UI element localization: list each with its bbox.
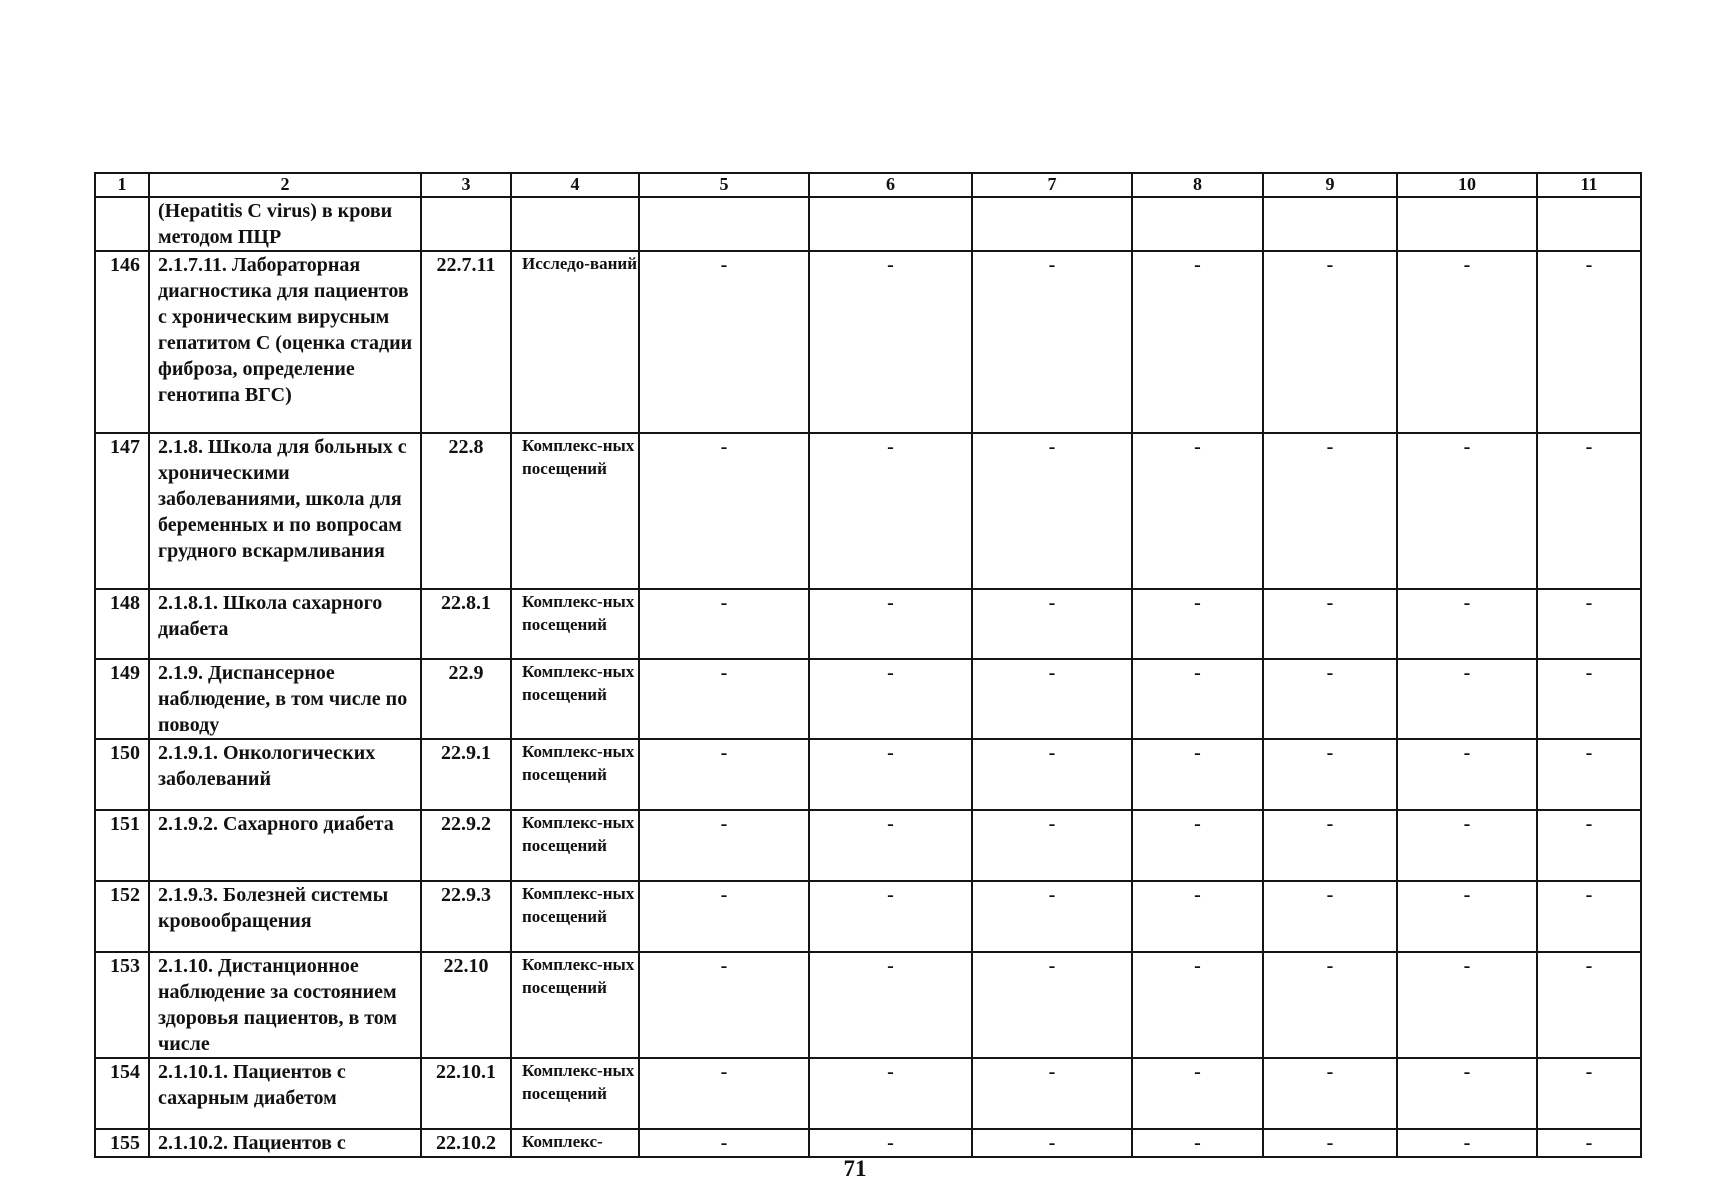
- value-cell-col-6: -: [809, 881, 972, 952]
- value-cell-col-7: -: [972, 881, 1132, 952]
- value-cell-col-7: -: [972, 810, 1132, 881]
- value-cell-col-8: -: [1132, 659, 1263, 739]
- value-cell-col-10: -: [1397, 810, 1537, 881]
- value-cell-col-5: -: [639, 589, 809, 659]
- value-cell-col-7: -: [972, 251, 1132, 433]
- table-row: [95, 197, 1641, 251]
- row-name-cell: 2.1.10.1. Пациентов с сахарным диабетом: [149, 1058, 421, 1129]
- row-code-cell: 22.9.1: [421, 739, 511, 810]
- row-number-cell: [95, 197, 149, 251]
- value-cell-col-11: -: [1537, 1058, 1641, 1129]
- row-number-cell: 153: [95, 952, 149, 1058]
- value-cell-col-9: -: [1263, 810, 1397, 881]
- row-name-cell: 2.1.9. Диспансерное наблюдение, в том числе по поводу: [149, 659, 421, 739]
- value-cell-col-10: -: [1397, 589, 1537, 659]
- value-cell-col-8: -: [1132, 739, 1263, 810]
- row-code-cell: 22.10: [421, 952, 511, 1058]
- row-number-cell: 152: [95, 881, 149, 952]
- row-number-cell: 148: [95, 589, 149, 659]
- row-code-cell: 22.9.3: [421, 881, 511, 952]
- value-cell-col-7: -: [972, 1129, 1132, 1157]
- row-code-cell: 22.8.1: [421, 589, 511, 659]
- row-name-cell: 2.1.10.2. Пациентов с: [149, 1129, 421, 1157]
- table-row: [95, 952, 1641, 1058]
- value-cell-col-5: -: [639, 810, 809, 881]
- column-header-5: 5: [639, 173, 809, 197]
- value-cell-col-6: -: [809, 589, 972, 659]
- value-cell-col-6: -: [809, 659, 972, 739]
- table-row: [95, 810, 1641, 881]
- value-cell-col-9: -: [1263, 589, 1397, 659]
- value-cell-col-10: -: [1397, 739, 1537, 810]
- value-cell-col-6: [809, 197, 972, 251]
- value-cell-col-9: [1263, 197, 1397, 251]
- value-cell-col-11: -: [1537, 881, 1641, 952]
- value-cell-col-9: -: [1263, 1058, 1397, 1129]
- value-cell-col-7: -: [972, 659, 1132, 739]
- value-cell-col-5: -: [639, 739, 809, 810]
- value-cell-col-7: -: [972, 739, 1132, 810]
- row-name-cell: 2.1.7.11. Лабораторная диагностика для пациентов с хроническим вирусным гепатитом С (оценка стадии фиброза, определение генотипа ВГС): [149, 251, 421, 433]
- page-number: 71: [843, 1156, 867, 1181]
- document-table: [94, 172, 1642, 1158]
- value-cell-col-5: -: [639, 251, 809, 433]
- value-cell-col-10: -: [1397, 1058, 1537, 1129]
- row-name-cell: 2.1.8. Школа для больных с хроническими заболеваниями, школа для беременных и по вопросам грудного вскармливания: [149, 433, 421, 589]
- value-cell-col-5: -: [639, 433, 809, 589]
- value-cell-col-6: -: [809, 433, 972, 589]
- value-cell-col-6: -: [809, 952, 972, 1058]
- value-cell-col-5: -: [639, 659, 809, 739]
- column-header-1: 1: [95, 173, 149, 197]
- row-unit-cell: Комплекс-ных посещений: [511, 810, 639, 881]
- row-number-cell: 154: [95, 1058, 149, 1129]
- value-cell-col-5: -: [639, 1058, 809, 1129]
- value-cell-col-9: -: [1263, 659, 1397, 739]
- value-cell-col-9: -: [1263, 952, 1397, 1058]
- value-cell-col-8: -: [1132, 1058, 1263, 1129]
- column-number-row: [95, 173, 1641, 197]
- value-cell-col-8: -: [1132, 881, 1263, 952]
- value-cell-col-7: [972, 197, 1132, 251]
- value-cell-col-11: -: [1537, 1129, 1641, 1157]
- value-cell-col-7: -: [972, 1058, 1132, 1129]
- value-cell-col-8: -: [1132, 589, 1263, 659]
- value-cell-col-11: [1537, 197, 1641, 251]
- row-name-cell: (Hepatitis C virus) в крови методом ПЦР: [149, 197, 421, 251]
- table-row: [95, 659, 1641, 739]
- value-cell-col-5: -: [639, 952, 809, 1058]
- value-cell-col-9: -: [1263, 881, 1397, 952]
- table-row: [95, 1129, 1641, 1157]
- row-unit-cell: Комплекс-ных посещений: [511, 433, 639, 589]
- value-cell-col-5: -: [639, 881, 809, 952]
- row-number-cell: 146: [95, 251, 149, 433]
- row-unit-cell: Комплекс-: [511, 1129, 639, 1157]
- row-code-cell: 22.10.1: [421, 1058, 511, 1129]
- row-number-cell: 147: [95, 433, 149, 589]
- value-cell-col-5: [639, 197, 809, 251]
- value-cell-col-8: -: [1132, 952, 1263, 1058]
- column-header-7: 7: [972, 173, 1132, 197]
- column-header-6: 6: [809, 173, 972, 197]
- column-header-4: 4: [511, 173, 639, 197]
- column-header-11: 11: [1537, 173, 1641, 197]
- row-unit-cell: Комплекс-ных посещений: [511, 1058, 639, 1129]
- row-number-cell: 150: [95, 739, 149, 810]
- value-cell-col-7: -: [972, 952, 1132, 1058]
- row-name-cell: 2.1.9.3. Болезней системы кровообращения: [149, 881, 421, 952]
- value-cell-col-11: -: [1537, 810, 1641, 881]
- row-code-cell: 22.7.11: [421, 251, 511, 433]
- value-cell-col-11: -: [1537, 739, 1641, 810]
- value-cell-col-6: -: [809, 739, 972, 810]
- value-cell-col-9: -: [1263, 1129, 1397, 1157]
- value-cell-col-11: -: [1537, 659, 1641, 739]
- table-row: [95, 739, 1641, 810]
- table-row: [95, 433, 1641, 589]
- table-row: [95, 1058, 1641, 1129]
- value-cell-col-6: -: [809, 251, 972, 433]
- value-cell-col-7: -: [972, 433, 1132, 589]
- value-cell-col-10: -: [1397, 952, 1537, 1058]
- value-cell-col-8: -: [1132, 1129, 1263, 1157]
- row-number-cell: 151: [95, 810, 149, 881]
- row-name-cell: 2.1.8.1. Школа сахарного диабета: [149, 589, 421, 659]
- row-unit-cell: Комплекс-ных посещений: [511, 659, 639, 739]
- row-unit-cell: Комплекс-ных посещений: [511, 952, 639, 1058]
- table-row: [95, 251, 1641, 433]
- row-unit-cell: Исследо-ваний: [511, 251, 639, 433]
- value-cell-col-10: -: [1397, 433, 1537, 589]
- value-cell-col-8: -: [1132, 810, 1263, 881]
- table-row: [95, 589, 1641, 659]
- row-unit-cell: [511, 197, 639, 251]
- column-header-8: 8: [1132, 173, 1263, 197]
- value-cell-col-10: -: [1397, 881, 1537, 952]
- column-header-3: 3: [421, 173, 511, 197]
- column-header-9: 9: [1263, 173, 1397, 197]
- value-cell-col-6: -: [809, 1058, 972, 1129]
- row-name-cell: 2.1.9.2. Сахарного диабета: [149, 810, 421, 881]
- value-cell-col-11: -: [1537, 251, 1641, 433]
- value-cell-col-10: [1397, 197, 1537, 251]
- row-code-cell: 22.9: [421, 659, 511, 739]
- value-cell-col-10: -: [1397, 659, 1537, 739]
- row-code-cell: 22.9.2: [421, 810, 511, 881]
- table-row: [95, 881, 1641, 952]
- row-name-cell: 2.1.10. Дистанционное наблюдение за состоянием здоровья пациентов, в том числе: [149, 952, 421, 1058]
- row-unit-cell: Комплекс-ных посещений: [511, 739, 639, 810]
- value-cell-col-10: -: [1397, 251, 1537, 433]
- row-code-cell: 22.8: [421, 433, 511, 589]
- value-cell-col-6: -: [809, 810, 972, 881]
- value-cell-col-11: -: [1537, 589, 1641, 659]
- row-number-cell: 155: [95, 1129, 149, 1157]
- row-code-cell: [421, 197, 511, 251]
- value-cell-col-8: [1132, 197, 1263, 251]
- row-name-cell: 2.1.9.1. Онкологических заболеваний: [149, 739, 421, 810]
- column-header-2: 2: [149, 173, 421, 197]
- value-cell-col-9: -: [1263, 251, 1397, 433]
- value-cell-col-11: -: [1537, 952, 1641, 1058]
- value-cell-col-5: -: [639, 1129, 809, 1157]
- value-cell-col-11: -: [1537, 433, 1641, 589]
- row-number-cell: 149: [95, 659, 149, 739]
- value-cell-col-7: -: [972, 589, 1132, 659]
- row-code-cell: 22.10.2: [421, 1129, 511, 1157]
- value-cell-col-8: -: [1132, 251, 1263, 433]
- value-cell-col-10: -: [1397, 1129, 1537, 1157]
- value-cell-col-9: -: [1263, 433, 1397, 589]
- value-cell-col-6: -: [809, 1129, 972, 1157]
- value-cell-col-8: -: [1132, 433, 1263, 589]
- column-header-10: 10: [1397, 173, 1537, 197]
- value-cell-col-9: -: [1263, 739, 1397, 810]
- row-unit-cell: Комплекс-ных посещений: [511, 881, 639, 952]
- row-unit-cell: Комплекс-ных посещений: [511, 589, 639, 659]
